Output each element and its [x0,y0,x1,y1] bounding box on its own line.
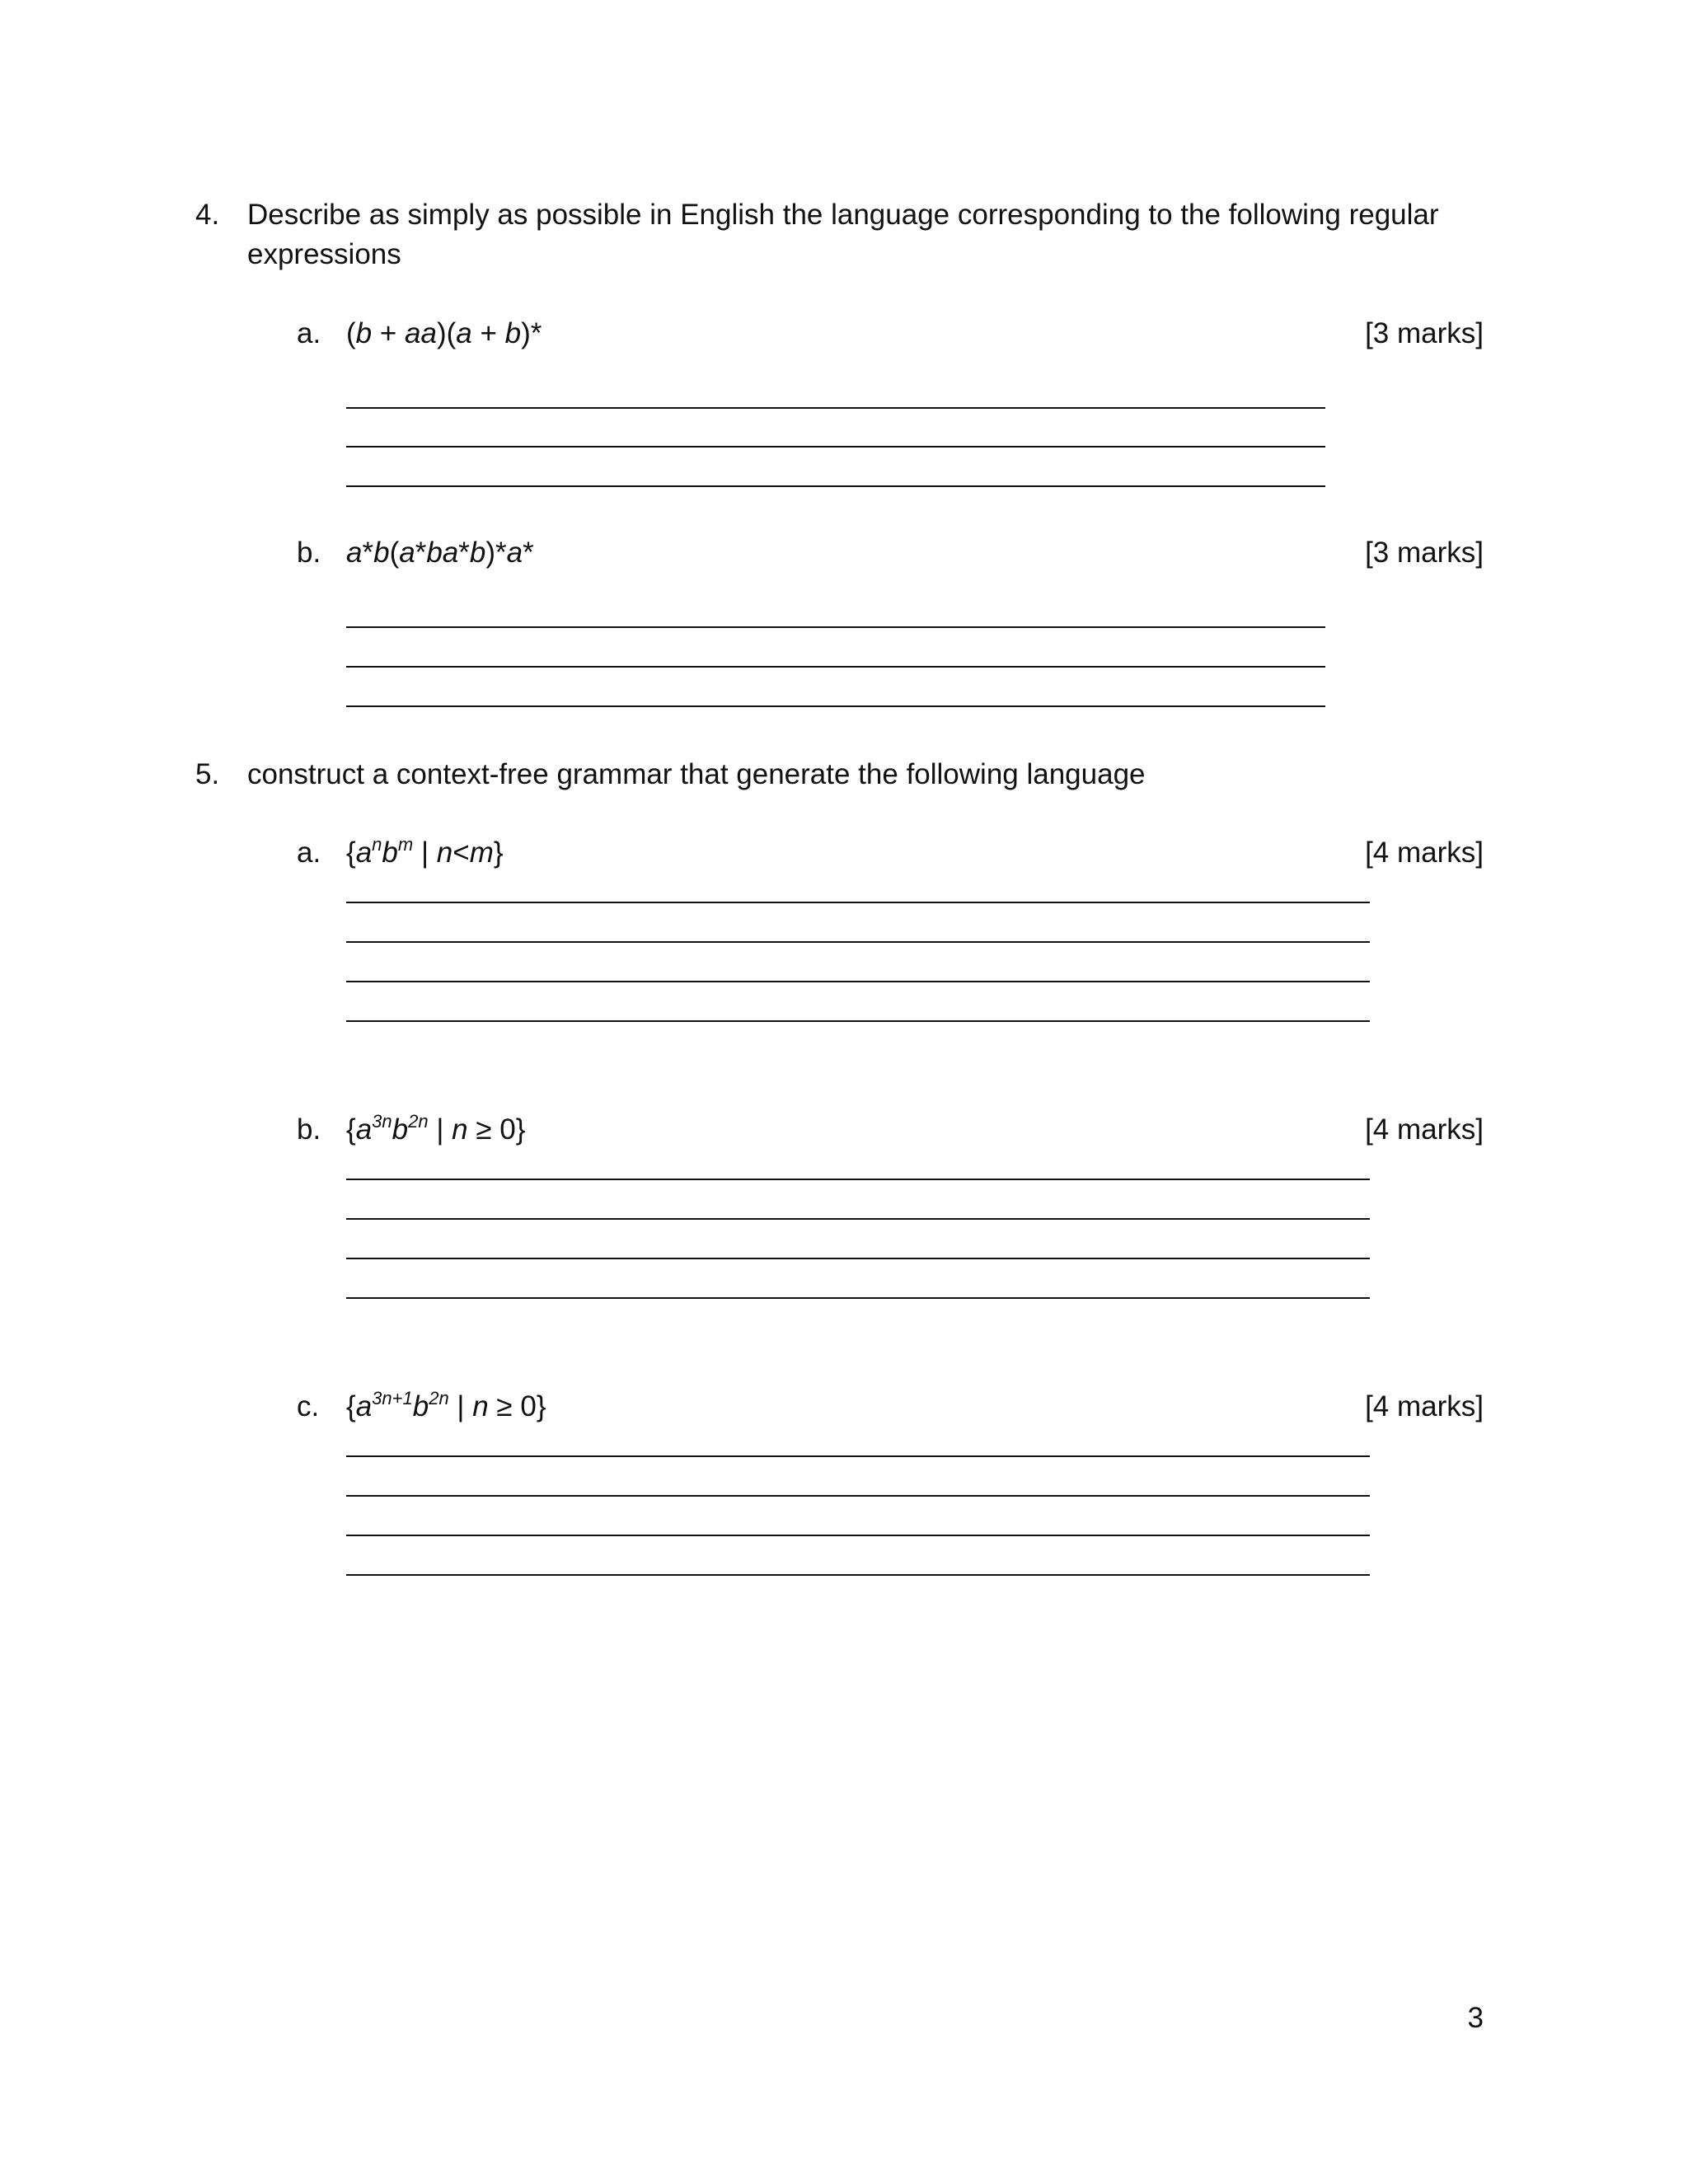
question-5c-marks: [4 marks] [1365,1390,1484,1422]
answer-line-5c-1[interactable] [346,1455,1370,1457]
answer-line-5b-4[interactable] [346,1297,1370,1299]
answer-line-4a-1[interactable] [346,407,1325,409]
answer-line-4a-2[interactable] [346,446,1325,448]
question-4a-expression: (b + aa)(a + b)* [346,317,542,349]
question-4b-marks: [3 marks] [1365,537,1484,569]
answer-line-5b-1[interactable] [346,1179,1370,1180]
page-number: 3 [1467,2002,1484,2034]
answer-line-4a-3[interactable] [346,485,1325,487]
question-4b-label: b. [297,537,321,569]
answer-line-5a-1[interactable] [346,902,1370,903]
question-5b-marks: [4 marks] [1365,1113,1484,1146]
answer-line-5a-3[interactable] [346,981,1370,982]
answer-line-5b-2[interactable] [346,1218,1370,1220]
question-4b-expression: a*b(a*ba*b)*a* [346,537,534,569]
answer-line-5c-3[interactable] [346,1535,1370,1536]
answer-line-5c-4[interactable] [346,1574,1370,1576]
question-5c-expression: {$a^{3n+1}b^{2n}$ | n ≥ 0} [346,1388,546,1422]
question-4-number: 4. [195,199,220,231]
answer-line-5b-3[interactable] [346,1258,1370,1259]
question-4-text-line2: expressions [247,238,401,270]
question-4-text-line1: Describe as simply as possible in English the language corresponding to the following regular [247,199,1439,231]
answer-line-5a-4[interactable] [346,1020,1370,1022]
answer-line-4b-1[interactable] [346,626,1325,628]
answer-line-4b-2[interactable] [346,666,1325,668]
question-5a-expression: {$a^nb^m$ | n<m} [346,834,504,869]
answer-line-4b-3[interactable] [346,705,1325,707]
answer-line-5a-2[interactable] [346,941,1370,943]
question-5-number: 5. [195,758,220,790]
question-5b-expression: {$a^{3n}b^{2n}$ | n ≥ 0} [346,1111,526,1146]
answer-line-5c-2[interactable] [346,1495,1370,1497]
question-4a-label: a. [297,317,321,349]
question-5a-label: a. [297,837,321,869]
question-4a-marks: [3 marks] [1365,317,1484,349]
question-5a-marks: [4 marks] [1365,837,1484,869]
question-5c-label: c. [297,1390,320,1422]
question-5b-label: b. [297,1113,321,1146]
question-5-text: construct a context-free grammar that generate the following language [247,758,1146,790]
